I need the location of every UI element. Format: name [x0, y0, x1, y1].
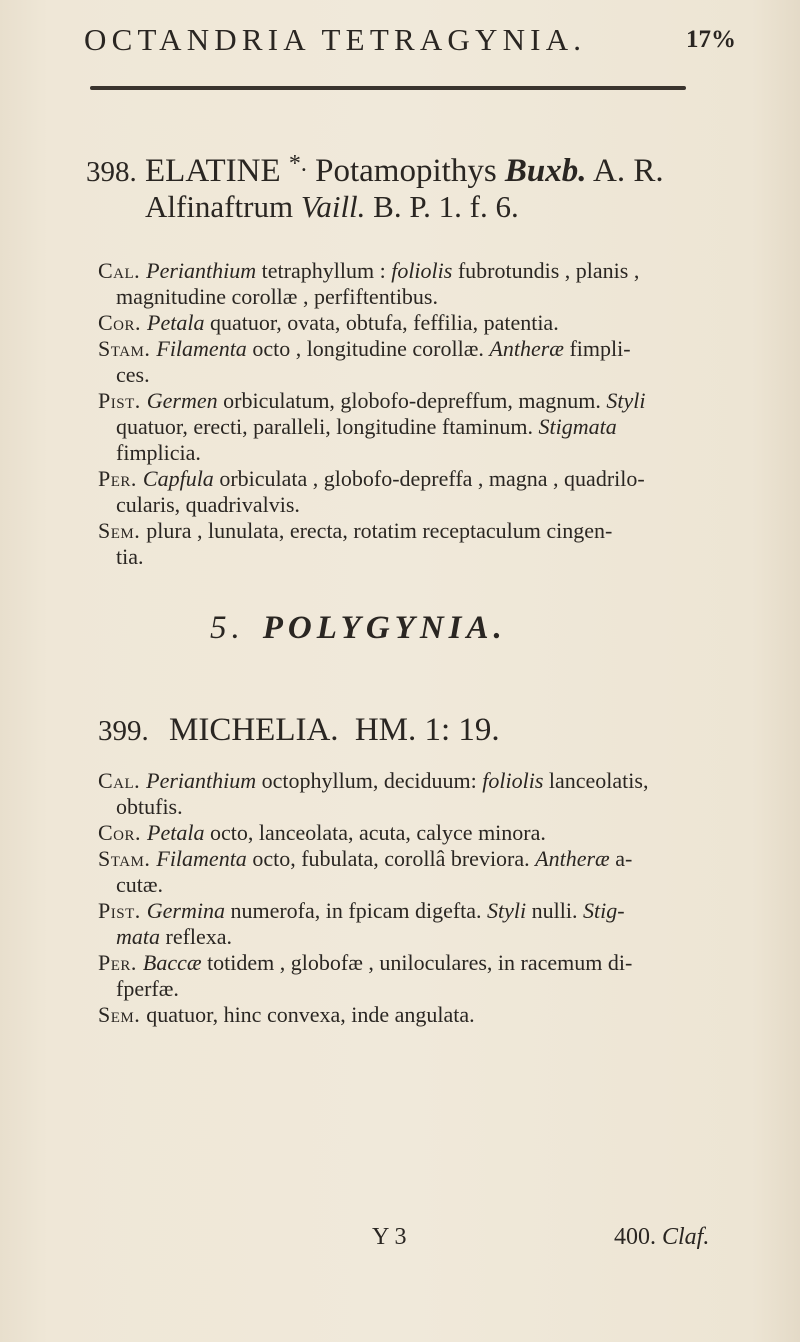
row-first-line: [98, 898, 738, 924]
row-continuation-line: [98, 414, 738, 440]
entry-398-heading: [86, 152, 664, 188]
row-label: Pist.: [98, 898, 147, 923]
row-label: Cal.: [98, 258, 147, 283]
row-continuation-line: [98, 794, 738, 820]
row-first-line: [98, 1002, 738, 1028]
description-text: magnitudine corollæ , perfiftentibus.: [116, 284, 438, 309]
character-row: [98, 950, 738, 1002]
row-first-line: [98, 846, 738, 872]
description-text: fimpli-: [563, 336, 631, 361]
row-continuation-line: [98, 284, 738, 310]
entry-399-heading: [98, 714, 500, 747]
description-text: cularis, quadrivalvis.: [116, 492, 300, 517]
character-row: [98, 846, 738, 898]
italic-term: Styli: [487, 898, 527, 923]
row-first-line: [98, 466, 738, 492]
description-text: fimplicia.: [116, 440, 201, 465]
italic-term: Antheræ: [535, 846, 610, 871]
italic-term: Germen: [146, 388, 218, 413]
row-label: Per.: [98, 466, 143, 491]
description-text: orbiculatum, globofo-depreffum, magnum.: [217, 388, 607, 413]
description-text: fubrotundis , planis ,: [452, 258, 640, 283]
italic-term: Germina: [146, 898, 225, 923]
page-header: [84, 22, 736, 62]
row-first-line: [98, 336, 738, 362]
row-label: Pist.: [98, 388, 147, 413]
entry-number: 398.: [86, 156, 137, 188]
italic-term: Filamenta: [156, 846, 247, 871]
description-text: octo, lanceolata, acuta, calyce minora.: [204, 820, 546, 845]
synonym-author: Vaill.: [300, 189, 366, 224]
italic-term: Petala: [147, 820, 205, 845]
description-text: octo, fubulata, corollâ breviora.: [246, 846, 536, 871]
header-rule: [90, 86, 686, 90]
italic-term: foliolis: [482, 768, 544, 793]
description-text: quatuor, ovata, obtufa, feffilia, patentia.: [204, 310, 559, 335]
row-label: Cor.: [98, 820, 148, 845]
row-label: Cal.: [98, 768, 147, 793]
row-first-line: [98, 310, 738, 336]
italic-term: Stigmata: [538, 414, 617, 439]
description-text: numerofa, in fpicam digefta.: [224, 898, 488, 923]
entry-398-synonym-line: [145, 191, 519, 222]
description-text: plura , lunulata, erecta, rotatim receptaculum cingen-: [146, 518, 613, 543]
description-text: ces.: [116, 362, 150, 387]
synonym-name: Potamopithys: [315, 153, 497, 189]
description-text: quatuor, erecti, paralleli, longitudine ftaminum.: [116, 414, 539, 439]
description-text: cutæ.: [116, 872, 164, 897]
description-text: tetraphyllum :: [256, 258, 392, 283]
row-continuation-line: [98, 924, 738, 950]
row-continuation-line: [98, 492, 738, 518]
row-label: Sem.: [98, 518, 147, 543]
entry-398-characters: [98, 258, 738, 570]
row-first-line: [98, 258, 738, 284]
row-first-line: [98, 820, 738, 846]
description-text: orbiculata , globofo-depreffa , magna , quadrilo-: [213, 466, 645, 491]
catchword-number: 400.: [614, 1224, 656, 1250]
description-text: tia.: [116, 544, 144, 569]
synonym-name: Alfinaftrum: [145, 189, 294, 224]
row-label: Cor.: [98, 310, 148, 335]
italic-term: Filamenta: [156, 336, 247, 361]
description-text: nulli.: [526, 898, 583, 923]
row-label: Stam.: [98, 336, 157, 361]
italic-term: Baccæ: [142, 950, 202, 975]
entry-number: 399.: [98, 715, 149, 747]
entry-399-characters: [98, 768, 738, 1028]
character-row: [98, 820, 738, 846]
row-first-line: [98, 950, 738, 976]
description-text: octophyllum, deciduum:: [256, 768, 483, 793]
synonym-author: Buxb.: [504, 153, 587, 189]
description-text: obtufis.: [116, 794, 183, 819]
description-text: quatuor, hinc convexa, inde angulata.: [146, 1002, 475, 1027]
character-row: [98, 466, 738, 518]
row-continuation-line: [98, 544, 738, 570]
description-text: octo , longitudine corollæ.: [246, 336, 490, 361]
character-row: [98, 310, 738, 336]
character-row: [98, 518, 738, 570]
description-text: totidem , globofæ , uniloculares, in racemum di-: [201, 950, 633, 975]
italic-term: Capfula: [142, 466, 214, 491]
row-continuation-line: [98, 362, 738, 388]
catchword-word: Claf.: [662, 1224, 710, 1250]
asterisk-mark: *.: [288, 151, 307, 177]
row-first-line: [98, 518, 738, 544]
character-row: [98, 1002, 738, 1028]
running-title: OCTANDRIA TETRAGYNIA.: [84, 22, 587, 57]
row-continuation-line: [98, 440, 738, 466]
signature-mark: Y 3: [372, 1224, 407, 1250]
italic-term: foliolis: [391, 258, 453, 283]
row-first-line: [98, 388, 738, 414]
italic-term: Perianthium: [146, 258, 257, 283]
description-text: lanceolatis,: [543, 768, 649, 793]
character-row: [98, 336, 738, 388]
section-title: POLYGYNIA.: [262, 610, 507, 646]
synonym-reference: B. P. 1. f. 6.: [373, 189, 519, 224]
character-row: [98, 388, 738, 466]
section-heading: [210, 610, 507, 647]
row-label: Per.: [98, 950, 143, 975]
character-row: [98, 898, 738, 950]
italic-term: Petala: [147, 310, 205, 335]
italic-term: mata: [116, 924, 160, 949]
italic-term: Stig-: [583, 898, 625, 923]
page-number: 17%: [686, 26, 736, 53]
catchword: [614, 1224, 709, 1251]
italic-term: Perianthium: [146, 768, 257, 793]
section-number: 5.: [210, 610, 245, 646]
row-first-line: [98, 768, 738, 794]
character-row: [98, 768, 738, 820]
character-row: [98, 258, 738, 310]
synonym-reference: A. R.: [592, 153, 664, 189]
genus-name: MICHELIA.: [169, 712, 339, 748]
italic-term: Styli: [606, 388, 646, 413]
genus-name: ELATINE: [145, 153, 281, 189]
description-text: fperfæ.: [116, 976, 179, 1001]
description-text: reflexa.: [160, 924, 233, 949]
row-label: Stam.: [98, 846, 157, 871]
row-label: Sem.: [98, 1002, 147, 1027]
row-continuation-line: [98, 872, 738, 898]
italic-term: Antheræ: [489, 336, 564, 361]
literature-reference: HM. 1: 19.: [354, 712, 500, 748]
row-continuation-line: [98, 976, 738, 1002]
description-text: a-: [609, 846, 633, 871]
